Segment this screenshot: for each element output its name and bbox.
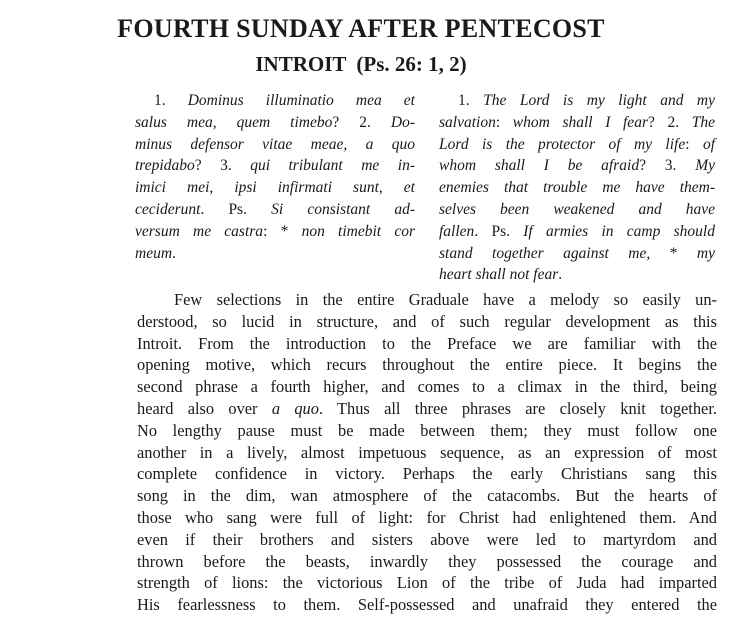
roman-text: derstood, so lucid in structure, and of such regular development as this (137, 311, 717, 331)
english-line (439, 221, 715, 243)
commentary-paragraph (137, 289, 717, 616)
commentary-line (137, 376, 717, 398)
roman-text: ? 3. (194, 157, 251, 175)
latin-line (135, 243, 415, 265)
roman-text: His fearlessness to them. Self-possessed and unafraid they entered the (137, 595, 717, 615)
roman-text: strength of lions: the victorious Lion of the tribe of Juda had imparted (137, 573, 717, 593)
roman-text: Introit. From the introduction to the Preface we are familiar with the (137, 333, 717, 353)
english-line (439, 243, 715, 265)
roman-text: * (669, 244, 697, 262)
english-line (439, 90, 715, 112)
roman-text: : (495, 113, 513, 131)
roman-text: . (558, 266, 563, 284)
italic-text: salvation (439, 113, 496, 131)
italic-text: versum me castra (135, 222, 264, 240)
roman-text: : * (263, 222, 302, 240)
english-line (439, 264, 715, 286)
commentary-line (137, 594, 717, 616)
roman-text: ? 2. (647, 113, 692, 131)
italic-text: enemies that trouble me have them- (439, 179, 715, 197)
commentary-line (137, 442, 717, 464)
latin-line (135, 112, 415, 134)
latin-line (135, 134, 415, 156)
latin-line (135, 199, 415, 221)
italic-text: imici mei, ipsi infirmati sunt, et (135, 179, 415, 197)
italic-text: Dominus illuminatio mea et (187, 92, 415, 109)
italic-text: non timebit cor (301, 222, 415, 240)
italic-text: ceciderunt (135, 200, 201, 218)
commentary-line (137, 289, 717, 311)
italic-text: my (696, 244, 715, 262)
italic-text: My (695, 157, 715, 175)
roman-text: No lengthy pause must be made between them; they must follow one (137, 420, 717, 440)
commentary-line (137, 398, 717, 420)
italic-text: trepidabo (135, 157, 195, 175)
italic-text: whom shall I be afraid (439, 157, 640, 175)
italic-text: a quo (271, 398, 319, 418)
introit-label: INTROIT (255, 52, 347, 76)
roman-text: heard also over (137, 398, 272, 418)
english-line (439, 134, 715, 156)
latin-line (135, 155, 415, 177)
commentary-line (137, 420, 717, 442)
italic-text: Si consistant ad- (271, 200, 415, 218)
commentary-line (137, 529, 717, 551)
page-title: FOURTH SUNDAY AFTER PENTECOST (117, 14, 605, 43)
italic-text: salus mea, quem timebo (135, 113, 333, 131)
italic-text: If armies in camp should (523, 222, 715, 240)
commentary-line (137, 507, 717, 529)
italic-text: The (691, 113, 715, 131)
roman-text: 1. (154, 92, 188, 109)
italic-text: Do- (390, 113, 415, 131)
roman-text: complete confidence in victory. Perhaps the early Christians sang this (137, 464, 717, 484)
english-line (439, 155, 715, 177)
italic-text: The Lord is my light and my (483, 92, 715, 109)
english-line (439, 199, 715, 221)
italic-text: whom shall I fear (512, 113, 648, 131)
italic-text: selves been weakened and have (439, 200, 715, 218)
english-line (439, 112, 715, 134)
commentary-line (137, 333, 717, 355)
latin-text-column (135, 90, 415, 264)
italic-text: fallen (439, 222, 475, 240)
roman-text: ? 2. (332, 113, 391, 131)
section-heading (0, 50, 722, 78)
commentary-line (137, 485, 717, 507)
italic-text: qui tribulant me in- (250, 157, 415, 175)
roman-text: song in the dim, wan atmosphere of the catacombs. But the hearts of (137, 486, 717, 506)
roman-text: . Ps. (474, 222, 524, 240)
italic-text: of (702, 135, 715, 153)
commentary-line (137, 572, 717, 594)
italic-text: minus defensor vitae meae, a quo (135, 135, 415, 153)
roman-text: second phrase a fourth higher, and comes to a climax in the third, being (137, 377, 717, 397)
roman-text: thrown before the beasts, inwardly they possessed the courage and (137, 551, 717, 571)
roman-text: : (685, 135, 703, 153)
italic-text: meum (135, 244, 173, 262)
english-line (439, 177, 715, 199)
commentary-line (137, 311, 717, 333)
italic-text: stand together against me, (439, 244, 670, 262)
commentary-line (137, 354, 717, 376)
english-translation-column (439, 90, 715, 286)
roman-text: . Thus all three phrases are closely knit together. (318, 398, 717, 418)
roman-text: opening motive, which recurs throughout the entire piece. It begins the (137, 355, 717, 375)
latin-line (135, 221, 415, 243)
italic-text: heart shall not fear (439, 266, 559, 284)
roman-text: Few selections in the entire Graduale have a melody so easily un- (174, 290, 717, 309)
commentary-line (137, 463, 717, 485)
roman-text: another in a lively, almost impetuous sequence, as an expression of most (137, 442, 717, 462)
roman-text: 1. (458, 92, 484, 109)
italic-text: Lord is the protector of my life (439, 135, 686, 153)
roman-text: . Ps. (200, 200, 272, 218)
roman-text: even if their brothers and sisters above were led to martyrdom and (137, 529, 717, 549)
roman-text: ? 3. (639, 157, 696, 175)
roman-text: those who sang were full of light: for Christ had enlightened them. And (137, 507, 717, 527)
latin-line (135, 177, 415, 199)
roman-text: . (172, 244, 176, 262)
latin-line (135, 90, 415, 112)
psalm-reference: (Ps. 26: 1, 2) (356, 52, 467, 76)
commentary-line (137, 551, 717, 573)
